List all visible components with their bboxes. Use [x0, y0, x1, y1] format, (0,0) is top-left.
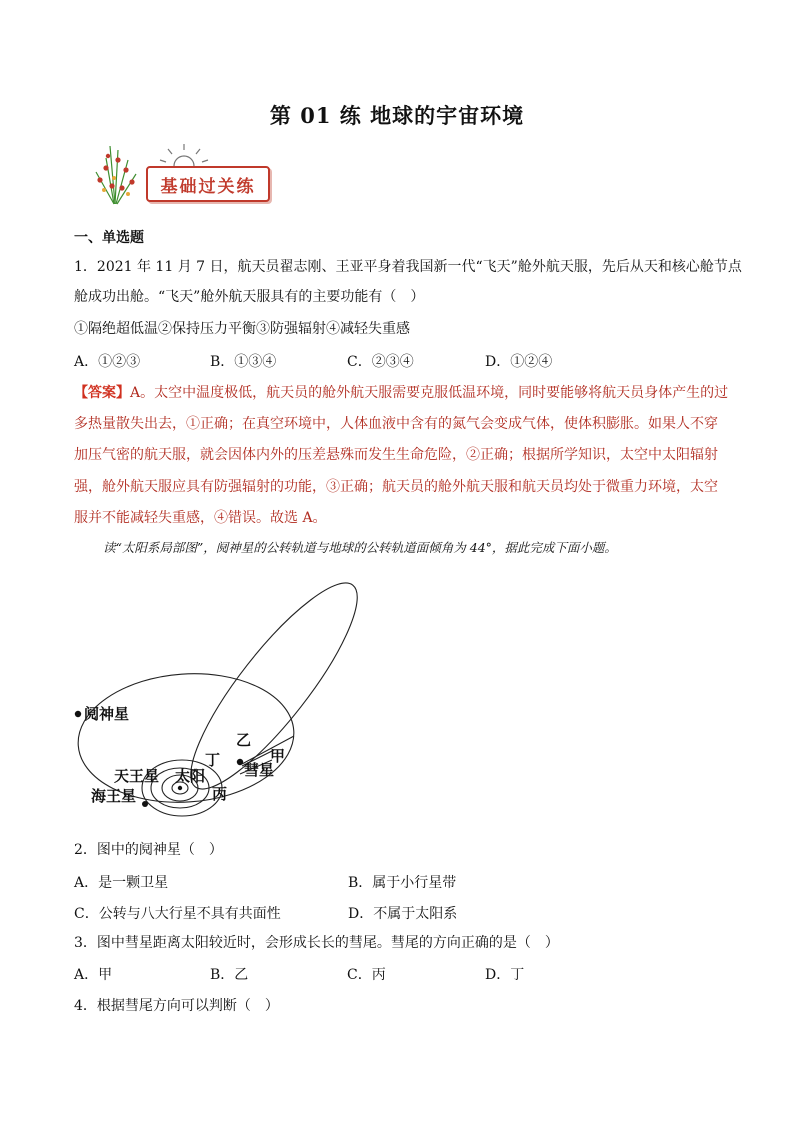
q1-stem-line2: 舱成功出舱。“飞天”舱外航天服具有的主要功能有（ ） — [74, 289, 425, 305]
label-ding: 丁 — [205, 751, 221, 769]
q1-answer-line4: 强，舱外航天服应具有防强辐射的功能，③正确；航天员的舱外航天服和航天员均处于微重力环境，太空 — [74, 479, 718, 495]
q1-answer-line1 — [74, 383, 728, 403]
label-comet: 彗星 — [244, 761, 275, 779]
label-bing: 丙 — [212, 785, 228, 803]
q1-stem-line3: ①隔绝超低温②保持压力平衡③防强辐射④减轻失重感 — [74, 321, 410, 337]
solar-system-diagram — [74, 560, 374, 840]
label-yi: 乙 — [236, 731, 252, 749]
q3-option-b: B．乙 — [210, 967, 249, 983]
q3-option-a: A．甲 — [74, 967, 113, 983]
section-badge — [84, 138, 274, 208]
q4-stem: 4．根据彗尾方向可以判断（ ） — [74, 998, 279, 1014]
section-heading: 一、单选题 — [74, 230, 144, 246]
label-jia: 甲 — [270, 747, 286, 765]
q3-stem: 3．图中彗星距离太阳较近时，会形成长长的彗尾。彗尾的方向正确的是（ ） — [74, 935, 559, 951]
q2-option-b: B．属于小行星带 — [348, 875, 457, 891]
label-sun: 太阳 — [175, 767, 206, 785]
q3-option-d: D．丁 — [485, 967, 525, 983]
q1-answer-line2: 多热量散失出去，①正确；在真空环境中，人体血液中含有的氮气会变成气体，使体积膨胀。如果人不穿 — [74, 416, 718, 432]
q1-stem-line1: 1．2021 年 11 月 7 日，航天员翟志刚、王亚平身着我国新一代“飞天”舱外航天服，先后从天和核心舱节点 — [74, 259, 742, 275]
page-title: 第 01 练 地球的宇宙环境 — [269, 103, 525, 128]
q2-option-c: C．公转与八大行星不具有共面性 — [74, 906, 281, 922]
q1-option-a: A．①②③ — [74, 354, 141, 370]
eris-dot — [75, 711, 81, 717]
label-neptune: 海王星 — [91, 787, 137, 805]
neptune-dot — [142, 801, 148, 807]
q2-stem: 2．图中的阋神星（ ） — [74, 842, 223, 858]
answer-text: A。太空中温度极低，航天员的舱外航天服需要克服低温环境，同时要能够将航天员身体产生的过 — [130, 385, 729, 401]
sun-dot — [178, 786, 182, 790]
q1-answer-line3: 加压气密的航天服，就会因体内外的压差悬殊而发生生命危险，②正确；根据所学知识，太空中太阳辐射 — [74, 447, 718, 463]
q1-option-b: B．①③④ — [210, 354, 277, 370]
label-uranus: 天王星 — [114, 767, 160, 785]
q2-option-d: D．不属于太阳系 — [348, 906, 458, 922]
q1-option-d: D．①②④ — [485, 354, 553, 370]
reading-prompt: 读“太阳系局部图”，阋神星的公转轨道与地球的公转轨道面倾角为 44°，据此完成下面小题。 — [103, 540, 617, 555]
label-eris: 阋神星 — [84, 705, 130, 723]
comet-dot — [237, 759, 243, 765]
q1-answer-line5: 服并不能减轻失重感，④错误。故选 A。 — [74, 510, 327, 526]
answer-tag: 【答案】 — [74, 385, 130, 401]
badge-box — [146, 166, 270, 202]
badge-label: 基础过关练 — [160, 177, 256, 197]
q3-option-c: C．丙 — [347, 967, 386, 983]
q2-option-a: A．是一颗卫星 — [74, 875, 169, 891]
q1-option-c: C．②③④ — [347, 354, 414, 370]
